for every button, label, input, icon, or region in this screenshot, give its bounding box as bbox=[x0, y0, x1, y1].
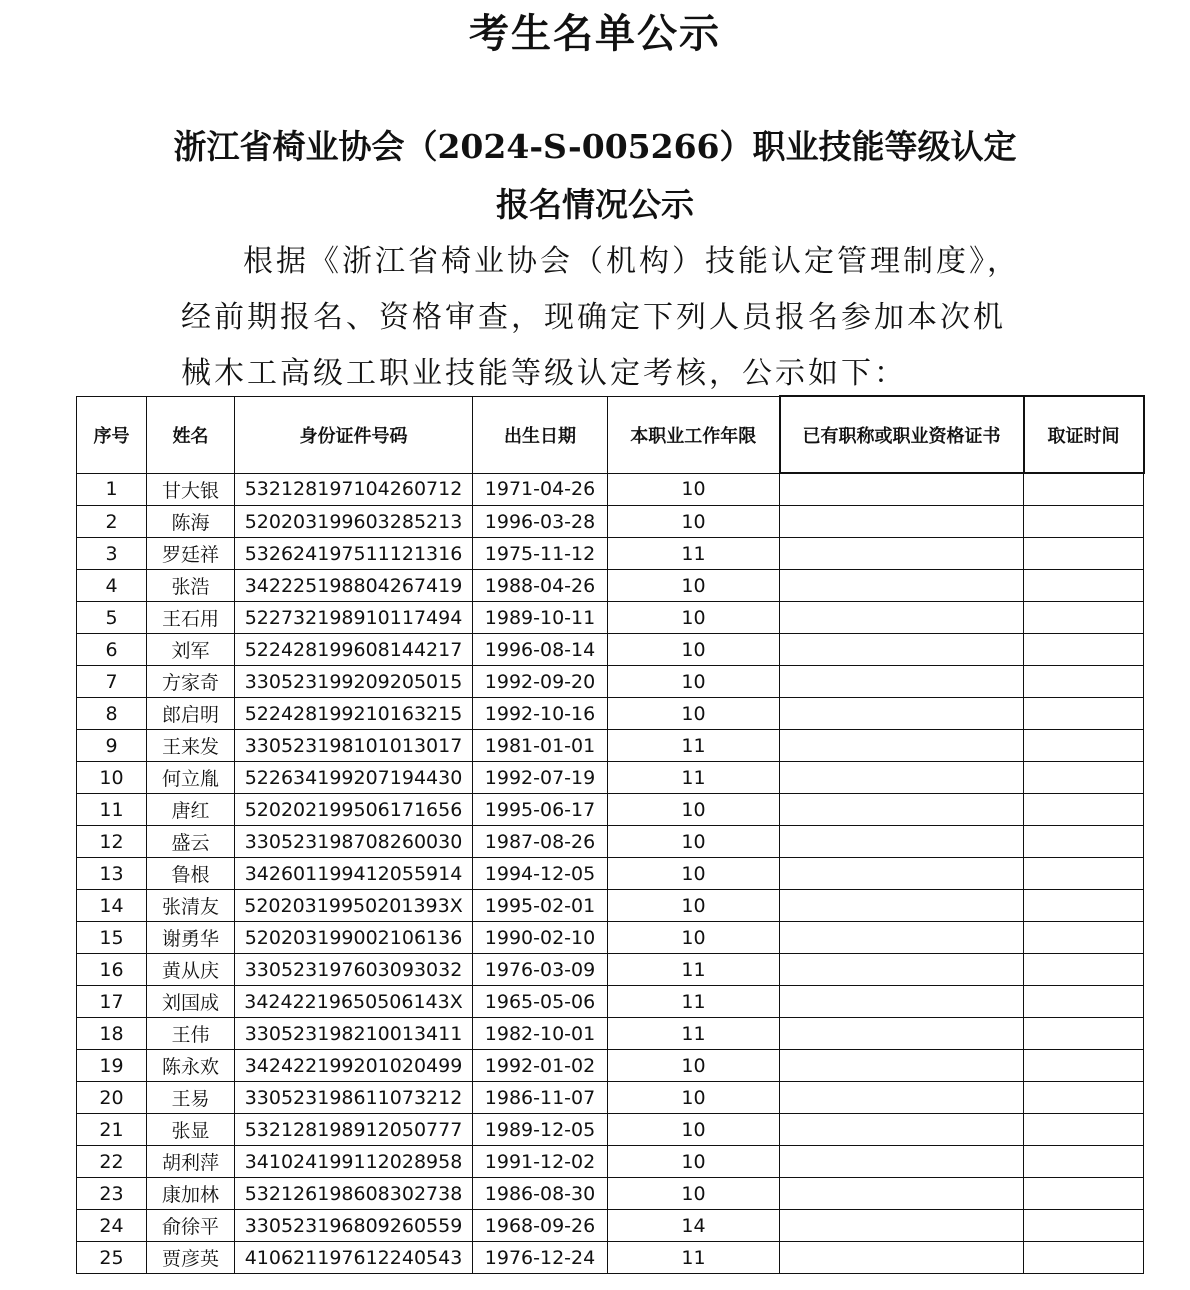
cell-certificate bbox=[780, 570, 1024, 602]
cell-work-years: 10 bbox=[608, 1082, 780, 1114]
cell-work-years: 11 bbox=[608, 1018, 780, 1050]
cell-cert-date bbox=[1024, 794, 1144, 826]
cell-id-number: 330523196809260559 bbox=[235, 1210, 473, 1242]
cell-certificate bbox=[780, 1018, 1024, 1050]
cell-name: 陈海 bbox=[147, 506, 235, 538]
cell-id-number: 330523197603093032 bbox=[235, 954, 473, 986]
cell-work-years: 10 bbox=[608, 473, 780, 506]
cell-id-number: 520203199002106136 bbox=[235, 922, 473, 954]
cell-birth-date: 1996-03-28 bbox=[473, 506, 608, 538]
cell-name: 甘大银 bbox=[147, 473, 235, 506]
table-row bbox=[77, 570, 1144, 602]
cell-birth-date: 1986-11-07 bbox=[473, 1082, 608, 1114]
page-title: 考生名单公示 bbox=[469, 10, 721, 57]
cell-birth-date: 1971-04-26 bbox=[473, 473, 608, 506]
cell-birth-date: 1994-12-05 bbox=[473, 858, 608, 890]
cell-birth-date: 1992-10-16 bbox=[473, 698, 608, 730]
cell-id-number: 532128198912050777 bbox=[235, 1114, 473, 1146]
cell-cert-date bbox=[1024, 1018, 1144, 1050]
cell-work-years: 10 bbox=[608, 890, 780, 922]
cell-certificate bbox=[780, 506, 1024, 538]
column-header-birth-date: 出生日期 bbox=[473, 396, 608, 473]
cell-id-number: 522634199207194430 bbox=[235, 762, 473, 794]
cell-birth-date: 1990-02-10 bbox=[473, 922, 608, 954]
cell-cert-date bbox=[1024, 666, 1144, 698]
cell-cert-date bbox=[1024, 1210, 1144, 1242]
column-header-name: 姓名 bbox=[147, 396, 235, 473]
cell-certificate bbox=[780, 794, 1024, 826]
table-row bbox=[77, 922, 1144, 954]
cell-index: 25 bbox=[77, 1242, 147, 1274]
candidate-table bbox=[76, 395, 1145, 1274]
cell-certificate bbox=[780, 858, 1024, 890]
cell-work-years: 10 bbox=[608, 826, 780, 858]
cell-certificate bbox=[780, 538, 1024, 570]
cell-cert-date bbox=[1024, 858, 1144, 890]
cell-cert-date bbox=[1024, 1146, 1144, 1178]
cell-id-number: 330523198101013017 bbox=[235, 730, 473, 762]
cell-cert-date bbox=[1024, 1082, 1144, 1114]
cell-cert-date bbox=[1024, 986, 1144, 1018]
cell-certificate bbox=[780, 890, 1024, 922]
document-heading: 浙江省椅业协会（2024-S-005266）职业技能等级认定 bbox=[173, 127, 1017, 166]
cell-name: 张浩 bbox=[147, 570, 235, 602]
cell-index: 22 bbox=[77, 1146, 147, 1178]
cell-name: 王石用 bbox=[147, 602, 235, 634]
cell-id-number: 532128197104260712 bbox=[235, 473, 473, 506]
cell-work-years: 11 bbox=[608, 1242, 780, 1274]
cell-index: 8 bbox=[77, 698, 147, 730]
cell-id-number: 520202199506171656 bbox=[235, 794, 473, 826]
column-header-certificate: 已有职称或职业资格证书 bbox=[780, 396, 1024, 473]
cell-index: 2 bbox=[77, 506, 147, 538]
column-header-index: 序号 bbox=[77, 396, 147, 473]
cell-cert-date bbox=[1024, 826, 1144, 858]
cell-name: 康加林 bbox=[147, 1178, 235, 1210]
cell-certificate bbox=[780, 1178, 1024, 1210]
cell-name: 刘军 bbox=[147, 634, 235, 666]
table-row bbox=[77, 1146, 1144, 1178]
cell-birth-date: 1992-09-20 bbox=[473, 666, 608, 698]
cell-work-years: 10 bbox=[608, 1146, 780, 1178]
table-row bbox=[77, 1050, 1144, 1082]
cell-certificate bbox=[780, 473, 1024, 506]
cell-name: 罗廷祥 bbox=[147, 538, 235, 570]
cell-cert-date bbox=[1024, 954, 1144, 986]
cell-work-years: 14 bbox=[608, 1210, 780, 1242]
cell-id-number: 330523199209205015 bbox=[235, 666, 473, 698]
table-row bbox=[77, 1082, 1144, 1114]
cell-cert-date bbox=[1024, 762, 1144, 794]
cell-index: 7 bbox=[77, 666, 147, 698]
cell-id-number: 330523198210013411 bbox=[235, 1018, 473, 1050]
cell-certificate bbox=[780, 634, 1024, 666]
cell-certificate bbox=[780, 1114, 1024, 1146]
table-row bbox=[77, 954, 1144, 986]
cell-cert-date bbox=[1024, 922, 1144, 954]
cell-certificate bbox=[780, 826, 1024, 858]
cell-id-number: 532126198608302738 bbox=[235, 1178, 473, 1210]
cell-name: 张显 bbox=[147, 1114, 235, 1146]
table-row bbox=[77, 794, 1144, 826]
cell-work-years: 10 bbox=[608, 858, 780, 890]
cell-work-years: 10 bbox=[608, 602, 780, 634]
cell-index: 24 bbox=[77, 1210, 147, 1242]
cell-birth-date: 1968-09-26 bbox=[473, 1210, 608, 1242]
table-row bbox=[77, 1178, 1144, 1210]
cell-certificate bbox=[780, 698, 1024, 730]
cell-name: 鲁根 bbox=[147, 858, 235, 890]
cell-name: 王来发 bbox=[147, 730, 235, 762]
cell-cert-date bbox=[1024, 506, 1144, 538]
column-header-work-years: 本职业工作年限 bbox=[608, 396, 780, 473]
cell-id-number: 52020319950201393X bbox=[235, 890, 473, 922]
table-row bbox=[77, 473, 1144, 506]
table-row bbox=[77, 1114, 1144, 1146]
cell-id-number: 532624197511121316 bbox=[235, 538, 473, 570]
cell-birth-date: 1975-11-12 bbox=[473, 538, 608, 570]
cell-index: 20 bbox=[77, 1082, 147, 1114]
table-row bbox=[77, 730, 1144, 762]
cell-cert-date bbox=[1024, 1178, 1144, 1210]
cell-cert-date bbox=[1024, 1114, 1144, 1146]
cell-id-number: 34242219650506143X bbox=[235, 986, 473, 1018]
cell-index: 15 bbox=[77, 922, 147, 954]
cell-work-years: 10 bbox=[608, 1050, 780, 1082]
cell-cert-date bbox=[1024, 1242, 1144, 1274]
cell-id-number: 342225198804267419 bbox=[235, 570, 473, 602]
cell-cert-date bbox=[1024, 730, 1144, 762]
cell-work-years: 10 bbox=[608, 666, 780, 698]
table-row bbox=[77, 986, 1144, 1018]
cell-work-years: 10 bbox=[608, 1178, 780, 1210]
cell-birth-date: 1996-08-14 bbox=[473, 634, 608, 666]
cell-name: 黄从庆 bbox=[147, 954, 235, 986]
cell-id-number: 342601199412055914 bbox=[235, 858, 473, 890]
cell-name: 王易 bbox=[147, 1082, 235, 1114]
cell-cert-date bbox=[1024, 890, 1144, 922]
table-row bbox=[77, 826, 1144, 858]
cell-name: 俞徐平 bbox=[147, 1210, 235, 1242]
cell-certificate bbox=[780, 922, 1024, 954]
cell-birth-date: 1987-08-26 bbox=[473, 826, 608, 858]
table-row bbox=[77, 1242, 1144, 1274]
cell-work-years: 10 bbox=[608, 794, 780, 826]
cell-index: 14 bbox=[77, 890, 147, 922]
cell-index: 3 bbox=[77, 538, 147, 570]
cell-index: 23 bbox=[77, 1178, 147, 1210]
cell-name: 王伟 bbox=[147, 1018, 235, 1050]
cell-certificate bbox=[780, 1146, 1024, 1178]
table-row bbox=[77, 602, 1144, 634]
cell-work-years: 10 bbox=[608, 698, 780, 730]
cell-certificate bbox=[780, 666, 1024, 698]
table-row bbox=[77, 538, 1144, 570]
cell-cert-date bbox=[1024, 602, 1144, 634]
notice-paragraph: 根据《浙江省椅业协会（机构）技能认定管理制度》，经前期报名、资格审查，现确定下列人员报名参加本次机械木工高级工职业技能等级认定考核，公示如下： bbox=[181, 244, 1020, 391]
cell-index: 4 bbox=[77, 570, 147, 602]
cell-index: 16 bbox=[77, 954, 147, 986]
cell-cert-date bbox=[1024, 570, 1144, 602]
cell-birth-date: 1989-10-11 bbox=[473, 602, 608, 634]
cell-name: 郎启明 bbox=[147, 698, 235, 730]
cell-work-years: 10 bbox=[608, 506, 780, 538]
cell-name: 盛云 bbox=[147, 826, 235, 858]
table-row bbox=[77, 890, 1144, 922]
cell-birth-date: 1995-06-17 bbox=[473, 794, 608, 826]
cell-birth-date: 1982-10-01 bbox=[473, 1018, 608, 1050]
cell-birth-date: 1986-08-30 bbox=[473, 1178, 608, 1210]
cell-birth-date: 1991-12-02 bbox=[473, 1146, 608, 1178]
cell-work-years: 11 bbox=[608, 730, 780, 762]
cell-certificate bbox=[780, 602, 1024, 634]
cell-work-years: 10 bbox=[608, 1114, 780, 1146]
cell-index: 9 bbox=[77, 730, 147, 762]
cell-name: 方家奇 bbox=[147, 666, 235, 698]
table-row bbox=[77, 666, 1144, 698]
cell-birth-date: 1989-12-05 bbox=[473, 1114, 608, 1146]
cell-name: 张清友 bbox=[147, 890, 235, 922]
cell-certificate bbox=[780, 762, 1024, 794]
cell-id-number: 330523198708260030 bbox=[235, 826, 473, 858]
cell-birth-date: 1988-04-26 bbox=[473, 570, 608, 602]
cell-name: 陈永欢 bbox=[147, 1050, 235, 1082]
cell-certificate bbox=[780, 1210, 1024, 1242]
cell-index: 5 bbox=[77, 602, 147, 634]
cell-birth-date: 1976-03-09 bbox=[473, 954, 608, 986]
table-header-row bbox=[77, 396, 1144, 473]
cell-id-number: 522428199210163215 bbox=[235, 698, 473, 730]
cell-cert-date bbox=[1024, 698, 1144, 730]
cell-index: 6 bbox=[77, 634, 147, 666]
cell-name: 刘国成 bbox=[147, 986, 235, 1018]
cell-work-years: 10 bbox=[608, 570, 780, 602]
cell-work-years: 11 bbox=[608, 762, 780, 794]
cell-certificate bbox=[780, 1242, 1024, 1274]
cell-name: 唐红 bbox=[147, 794, 235, 826]
cell-certificate bbox=[780, 1050, 1024, 1082]
cell-cert-date bbox=[1024, 634, 1144, 666]
table-body bbox=[77, 473, 1144, 1274]
cell-index: 10 bbox=[77, 762, 147, 794]
cell-birth-date: 1992-01-02 bbox=[473, 1050, 608, 1082]
cell-name: 谢勇华 bbox=[147, 922, 235, 954]
cell-birth-date: 1992-07-19 bbox=[473, 762, 608, 794]
table-row bbox=[77, 1018, 1144, 1050]
cell-cert-date bbox=[1024, 473, 1144, 506]
column-header-id-number: 身份证件号码 bbox=[235, 396, 473, 473]
table-row bbox=[77, 762, 1144, 794]
cell-id-number: 410621197612240543 bbox=[235, 1242, 473, 1274]
cell-certificate bbox=[780, 954, 1024, 986]
cell-name: 何立胤 bbox=[147, 762, 235, 794]
cell-birth-date: 1965-05-06 bbox=[473, 986, 608, 1018]
cell-index: 17 bbox=[77, 986, 147, 1018]
cell-id-number: 522732198910117494 bbox=[235, 602, 473, 634]
cell-index: 1 bbox=[77, 473, 147, 506]
table-row bbox=[77, 858, 1144, 890]
cell-id-number: 520203199603285213 bbox=[235, 506, 473, 538]
cell-id-number: 330523198611073212 bbox=[235, 1082, 473, 1114]
cell-id-number: 522428199608144217 bbox=[235, 634, 473, 666]
cell-index: 19 bbox=[77, 1050, 147, 1082]
table-row bbox=[77, 506, 1144, 538]
cell-cert-date bbox=[1024, 1050, 1144, 1082]
cell-work-years: 10 bbox=[608, 634, 780, 666]
cell-index: 18 bbox=[77, 1018, 147, 1050]
cell-index: 21 bbox=[77, 1114, 147, 1146]
cell-id-number: 341024199112028958 bbox=[235, 1146, 473, 1178]
cell-cert-date bbox=[1024, 538, 1144, 570]
cell-certificate bbox=[780, 730, 1024, 762]
cell-name: 胡利萍 bbox=[147, 1146, 235, 1178]
cell-work-years: 11 bbox=[608, 538, 780, 570]
cell-id-number: 342422199201020499 bbox=[235, 1050, 473, 1082]
cell-name: 贾彦英 bbox=[147, 1242, 235, 1274]
cell-work-years: 11 bbox=[608, 954, 780, 986]
cell-certificate bbox=[780, 986, 1024, 1018]
cell-work-years: 11 bbox=[608, 986, 780, 1018]
cell-certificate bbox=[780, 1082, 1024, 1114]
cell-birth-date: 1995-02-01 bbox=[473, 890, 608, 922]
table-row bbox=[77, 1210, 1144, 1242]
table-row bbox=[77, 698, 1144, 730]
cell-work-years: 10 bbox=[608, 922, 780, 954]
column-header-cert-date: 取证时间 bbox=[1024, 396, 1144, 473]
cell-birth-date: 1981-01-01 bbox=[473, 730, 608, 762]
cell-index: 11 bbox=[77, 794, 147, 826]
cell-birth-date: 1976-12-24 bbox=[473, 1242, 608, 1274]
table-row bbox=[77, 634, 1144, 666]
cell-index: 13 bbox=[77, 858, 147, 890]
cell-index: 12 bbox=[77, 826, 147, 858]
document-subheading: 报名情况公示 bbox=[496, 185, 694, 224]
